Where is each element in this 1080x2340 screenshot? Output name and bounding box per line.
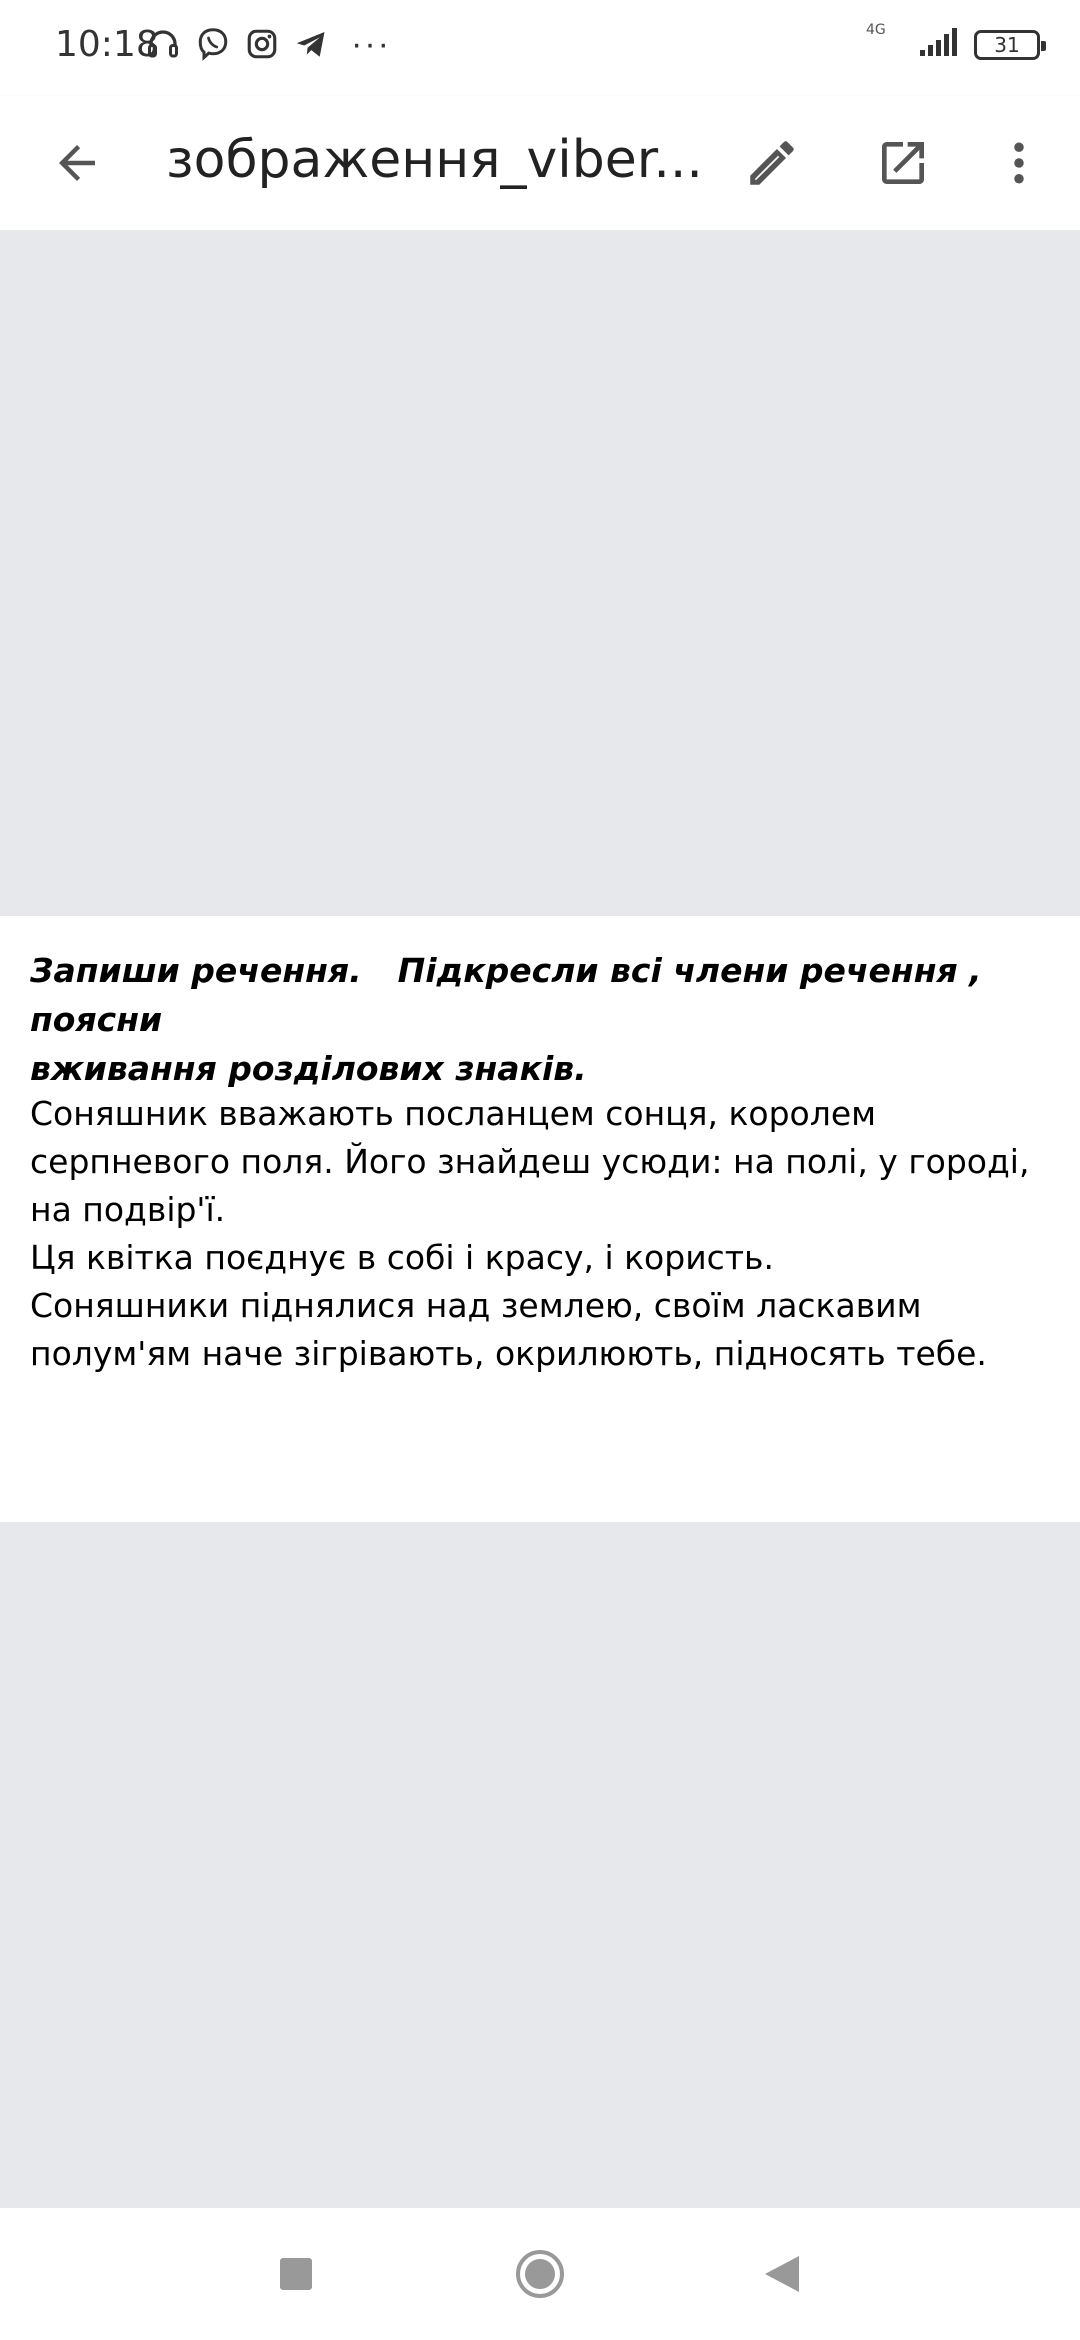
exercise-text xyxy=(30,1090,1070,1378)
back-triangle-icon xyxy=(763,2254,801,2294)
network-type: 4G xyxy=(866,22,886,38)
open-with-button[interactable] xyxy=(858,118,948,208)
file-title: зображення_viber... xyxy=(166,130,703,190)
status-right-group xyxy=(866,22,1040,63)
headphones-icon xyxy=(145,26,181,62)
recents-square-icon xyxy=(279,2257,313,2291)
more-dots-icon: ··· xyxy=(351,25,391,63)
back-arrow-icon xyxy=(50,136,104,190)
edit-button[interactable] xyxy=(727,118,817,208)
task-instruction xyxy=(30,946,1060,1093)
status-bar xyxy=(0,0,1080,96)
notification-icons xyxy=(145,26,391,62)
task-part-1: Запиши речення. xyxy=(30,951,362,990)
status-time: 10:18 xyxy=(55,24,159,65)
more-options-button[interactable] xyxy=(974,118,1064,208)
telegram-icon xyxy=(293,26,329,62)
open-in-new-icon xyxy=(875,135,931,191)
text-line: Ця квітка поєднує в собі і красу, і користь. xyxy=(30,1238,774,1277)
task-line-2: вживання розділових знаків. xyxy=(30,1049,587,1088)
recents-button[interactable] xyxy=(266,2244,326,2304)
instagram-icon xyxy=(245,27,279,61)
document-image[interactable] xyxy=(0,916,1080,1522)
battery-icon xyxy=(974,30,1040,60)
home-circle-icon xyxy=(514,2248,566,2300)
pencil-icon xyxy=(743,134,801,192)
signal-icon xyxy=(918,26,962,63)
nav-back-button[interactable] xyxy=(752,2244,812,2304)
viber-icon xyxy=(195,26,231,62)
image-viewer[interactable] xyxy=(0,230,1080,2208)
more-vert-icon xyxy=(992,136,1046,190)
text-line: Соняшник вважають посланцем сонця, королем xyxy=(30,1094,877,1133)
task-part-2: Підкресли всі члени речення , поясни xyxy=(30,951,982,1039)
navigation-bar xyxy=(0,2208,1080,2340)
back-button[interactable] xyxy=(32,118,122,208)
battery-level: 31 xyxy=(994,32,1020,57)
text-line: Соняшники піднялися над землею, своїм ласкавим xyxy=(30,1286,922,1325)
text-line: серпневого поля. Його знайдеш усюди: на полі, у городі, xyxy=(30,1142,1030,1181)
text-line: на подвір'ї. xyxy=(30,1190,226,1229)
text-line: полум'ям наче зігрівають, окрилюють, підносять тебе. xyxy=(30,1334,987,1373)
home-button[interactable] xyxy=(510,2244,570,2304)
app-bar xyxy=(0,96,1080,230)
